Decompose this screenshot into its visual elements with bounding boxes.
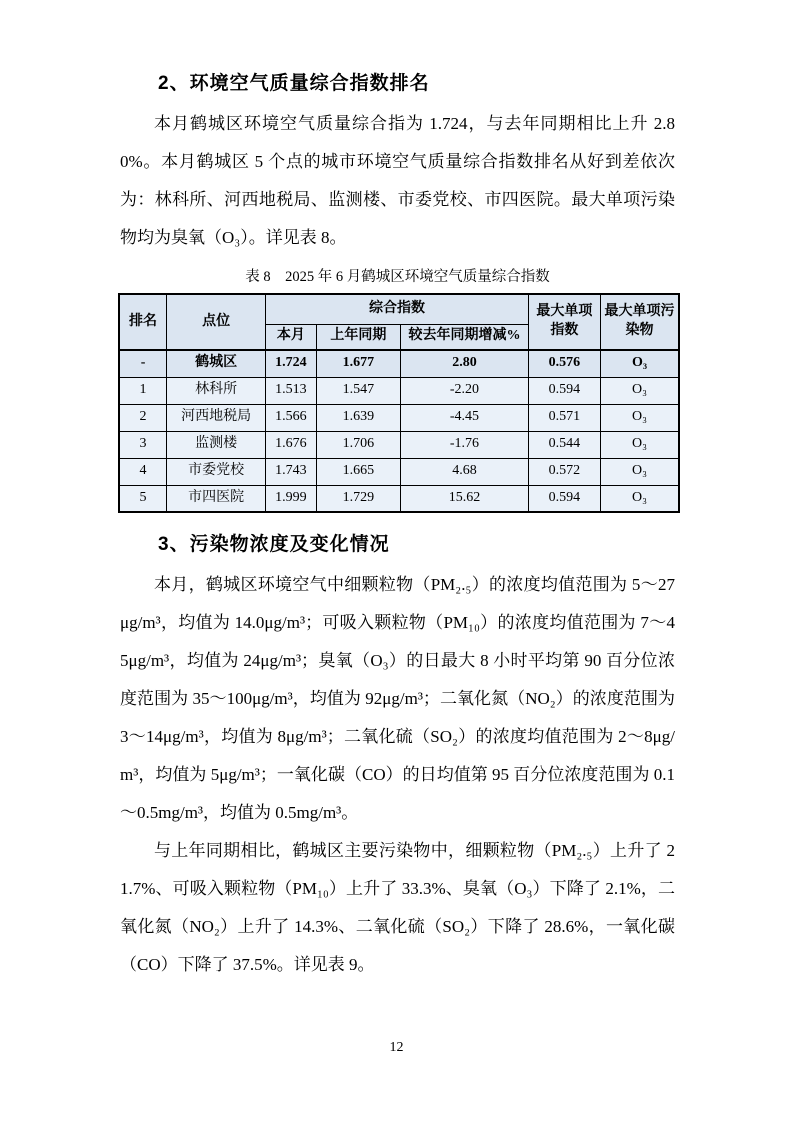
col-header-site: 点位 [167, 294, 266, 350]
cell-change: -2.20 [401, 377, 529, 404]
table-row [119, 377, 679, 404]
cell-site: 市委党校 [167, 458, 266, 485]
section-3-heading: 3、污染物浓度及变化情况 [158, 534, 390, 555]
cell-last-year: 1.677 [316, 350, 401, 377]
cell-max-index: 0.571 [528, 404, 600, 431]
cell-rank: 4 [119, 458, 167, 485]
cell-this-month: 1.724 [266, 350, 316, 377]
table-row-region [119, 350, 679, 377]
cell-last-year: 1.547 [316, 377, 401, 404]
cell-site: 市四医院 [167, 485, 266, 512]
col-header-max-single-pollutant: 最大单项污染物 [601, 294, 679, 350]
col-header-composite-index: 综合指数 [266, 294, 529, 324]
col-header-change-pct: 较去年同期增减% [401, 324, 529, 350]
cell-this-month: 1.676 [266, 431, 316, 458]
cell-max-pollutant: O₃ [601, 431, 679, 458]
col-header-same-period-last-year: 上年同期 [316, 324, 401, 350]
section-3-paragraph-yoy-changes: 与上年同期相比，鹤城区主要污染物中，细颗粒物（PM₂.₅）上升了 21.7%、可吸入颗粒物（PM₁₀）上升了 33.3%、臭氧（O₃）下降了 2.1%，二氧化氮（NO₂）上升了 14.3%、二氧化硫（SO₂）下降了 28.6%，一氧化碳（CO）下降了 37.5%。详见表 9。 [120, 841, 675, 974]
cell-last-year: 1.665 [316, 458, 401, 485]
cell-rank: 3 [119, 431, 167, 458]
cell-max-pollutant: O₃ [601, 350, 679, 377]
cell-max-index: 0.576 [528, 350, 600, 377]
cell-change: -4.45 [401, 404, 529, 431]
cell-last-year: 1.706 [316, 431, 401, 458]
table-8-air-quality-index [118, 293, 680, 513]
cell-max-pollutant: O₃ [601, 377, 679, 404]
cell-site: 监测楼 [167, 431, 266, 458]
table-row [119, 431, 679, 458]
cell-rank: 2 [119, 404, 167, 431]
cell-site: 鹤城区 [167, 350, 266, 377]
table-row [119, 458, 679, 485]
section-3-paragraph-concentrations: 本月，鹤城区环境空气中细颗粒物（PM₂.₅）的浓度均值范围为 5～27μg/m³，均值为 14.0μg/m³；可吸入颗粒物（PM₁₀）的浓度均值范围为 7～45μg/m³，均值为 24μg/m³；臭氧（O₃）的日最大 8 小时平均第 90 百分位浓度范围为 35～100μg/m³，均值为 92μg/m³；二氧化氮（NO₂）的浓度范围为 3～14μg/m³，均值为 8μg/m³；二氧化硫（SO₂）的浓度均值范围为 2～8μg/m³，均值为 5μg/m³；一氧化碳（CO）的日均值第 95 百分位浓度范围为 0.1～0.5mg/m³，均值为 0.5mg/m³。 [120, 575, 675, 822]
cell-max-index: 0.594 [528, 485, 600, 512]
section-2-paragraph: 本月鹤城区环境空气质量综合指为 1.724，与去年同期相比上升 2.80%。本月鹤城区 5 个点的城市环境空气质量综合指数排名从好到差依次为：林科所、河西地税局、监测楼、市委党校、市四医院。最大单项污染物均为臭氧（O₃）。详见表 8。 [120, 114, 675, 247]
cell-max-index: 0.544 [528, 431, 600, 458]
cell-this-month: 1.513 [266, 377, 316, 404]
cell-max-index: 0.594 [528, 377, 600, 404]
cell-this-month: 1.566 [266, 404, 316, 431]
cell-max-pollutant: O₃ [601, 458, 679, 485]
cell-site: 林科所 [167, 377, 266, 404]
cell-change: -1.76 [401, 431, 529, 458]
col-header-rank: 排名 [119, 294, 167, 350]
section-2-heading: 2、环境空气质量综合指数排名 [158, 73, 430, 94]
cell-max-pollutant: O₃ [601, 404, 679, 431]
cell-change: 4.68 [401, 458, 529, 485]
cell-last-year: 1.729 [316, 485, 401, 512]
cell-change: 15.62 [401, 485, 529, 512]
col-header-this-month: 本月 [266, 324, 316, 350]
table-row [119, 404, 679, 431]
cell-rank: 5 [119, 485, 167, 512]
cell-change: 2.80 [401, 350, 529, 377]
cell-max-index: 0.572 [528, 458, 600, 485]
table-8-caption: 表 8 2025 年 6 月鹤城区环境空气质量综合指数 [245, 269, 550, 285]
page-number: 12 [389, 1040, 404, 1055]
cell-rank: 1 [119, 377, 167, 404]
col-header-max-single-index: 最大单项指数 [528, 294, 600, 350]
cell-last-year: 1.639 [316, 404, 401, 431]
cell-this-month: 1.999 [266, 485, 316, 512]
cell-this-month: 1.743 [266, 458, 316, 485]
cell-site: 河西地税局 [167, 404, 266, 431]
table-row [119, 485, 679, 512]
cell-max-pollutant: O₃ [601, 485, 679, 512]
cell-rank: - [119, 350, 167, 377]
